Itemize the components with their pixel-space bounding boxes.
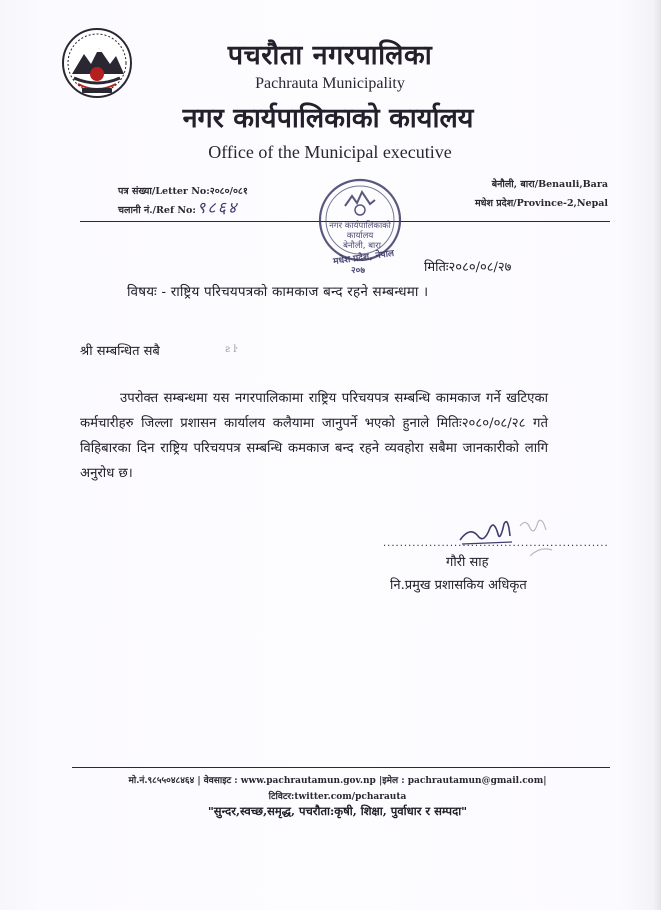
municipality-emblem-logo bbox=[60, 26, 134, 100]
signature-line: ...................................................... bbox=[383, 538, 609, 549]
stamp-year: २०७ bbox=[350, 266, 366, 276]
municipality-name-english: Pachrauta Municipality bbox=[255, 75, 405, 92]
footer-divider bbox=[72, 767, 610, 768]
page-edge-shadow bbox=[653, 0, 661, 910]
reference-number-handwritten: ९८६४ bbox=[197, 198, 239, 217]
reference-number-label: चलानी नं./Ref No: bbox=[118, 205, 196, 216]
footer-contact: मो.नं.९८५५०४८४६४ | वेवसाइट : www.pachrautamun.gov.np |इमेल : pachrautamun@gmail.com| bbox=[128, 776, 547, 786]
stamp-text-line3: बेनौली, बारा bbox=[343, 241, 381, 251]
address-line-1: बेनौली, बारा/Benauli,Bara bbox=[491, 179, 608, 190]
letter-subject: विषयः - राष्ट्रिय परिचयपत्रको कामकाज बन्द रहने सम्बन्धमा । bbox=[127, 284, 429, 300]
footer-twitter: टिविटर:twitter.com/pcharauta bbox=[268, 792, 407, 802]
stamp-text-line2: कार्यालय bbox=[346, 231, 374, 241]
official-stamp bbox=[300, 172, 424, 276]
municipality-name-nepali: पचरौता नगरपालिका bbox=[227, 40, 433, 71]
office-name-nepali: नगर कार्यपालिकाको कार्यालय bbox=[182, 103, 474, 134]
letter-number: पत्र संख्या/Letter No:२०८०/०८१ bbox=[118, 186, 248, 197]
letter-body: उपरोक्त सम्बन्धमा यस नगरपालिकामा राष्ट्रिय परिचयपत्र सम्बन्धि कामकाज गर्ने खटिएका कर्मचारीहरु जिल्ला प्रशासन कार्यालय कलैयामा जानुपर्ने भएको हुनाले मितिः२०८०/०८/२८ गते विहिबारका दिन राष्ट्रिय परिचयपत्र सम्बन्धि कमकाज बन्द रहने व्यवहोरा सबैमा जानकारीको लागि अनुरोध छ। bbox=[80, 391, 548, 481]
stamp-text-line4: मधेश प्रदेश, नेपाल bbox=[332, 248, 395, 268]
signer-name: गौरी साह bbox=[446, 555, 489, 570]
stamp-text-line1: नगर कार्यपालिकाको bbox=[329, 221, 391, 231]
salutation: श्री सम्बन्धित सबै bbox=[80, 344, 160, 359]
footer-slogan: "सुन्दर,स्वच्छ,समृद्ध, पचरौता:कृषी, शिक्षा, पुर्वाधार र सम्पदा" bbox=[207, 804, 468, 818]
signer-title: नि.प्रमुख प्रशासकिय अधिकृत bbox=[390, 578, 527, 593]
office-name-english: Office of the Municipal executive bbox=[208, 142, 452, 162]
address-line-2: मधेश प्रदेश/Province-2,Nepal bbox=[474, 198, 608, 209]
letter-date: मितिः२०८०/०८/२७ bbox=[424, 260, 512, 275]
faint-mark: ƨ ŀ bbox=[225, 344, 237, 355]
